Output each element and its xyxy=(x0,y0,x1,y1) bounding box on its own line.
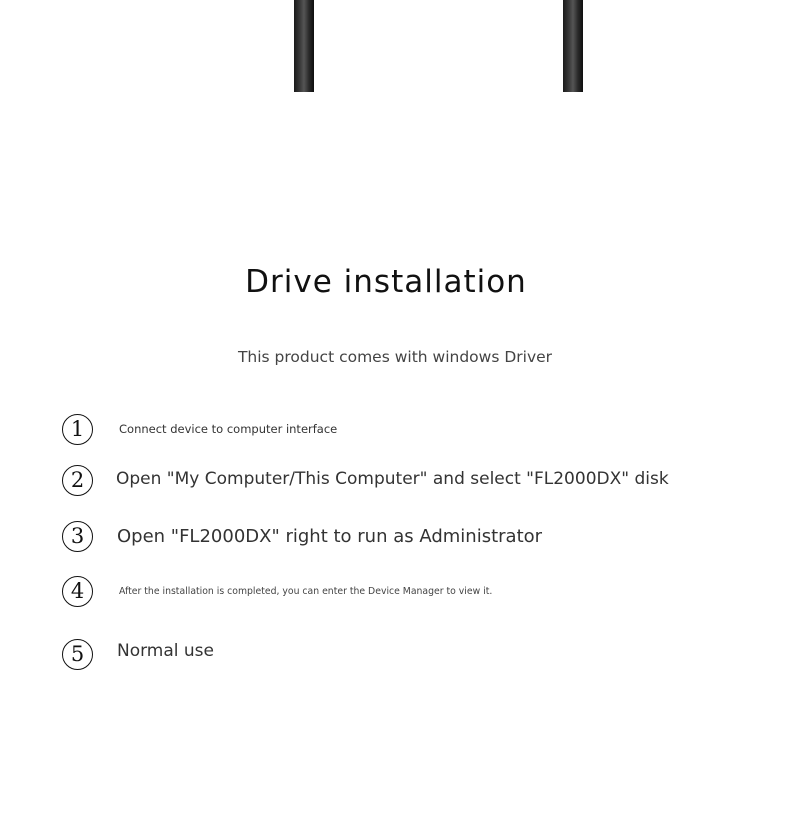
step-3 xyxy=(62,521,762,553)
step-2 xyxy=(62,465,762,497)
page-title: Drive installation xyxy=(245,264,527,300)
step-number-1: 1 xyxy=(62,414,93,445)
step-1 xyxy=(62,414,762,446)
step-text-5: Normal use xyxy=(117,641,215,661)
step-number-2: 2 xyxy=(62,465,93,496)
step-text-2: Open "My Computer/This Computer" and select "FL2000DX" disk xyxy=(116,469,669,489)
cable-left-image xyxy=(294,0,314,92)
cable-right-image xyxy=(563,0,583,92)
step-4 xyxy=(62,576,762,608)
step-number-5: 5 xyxy=(62,639,93,670)
step-number-3: 3 xyxy=(62,521,93,552)
step-text-1: Connect device to computer interface xyxy=(119,422,338,436)
step-number-4: 4 xyxy=(62,576,93,607)
page-subtitle: This product comes with windows Driver xyxy=(237,348,553,366)
step-text-4: After the installation is completed, you can enter the Device Manager to view it. xyxy=(119,586,493,597)
step-text-3: Open "FL2000DX" right to run as Administrator xyxy=(117,526,543,547)
step-5 xyxy=(62,639,762,671)
